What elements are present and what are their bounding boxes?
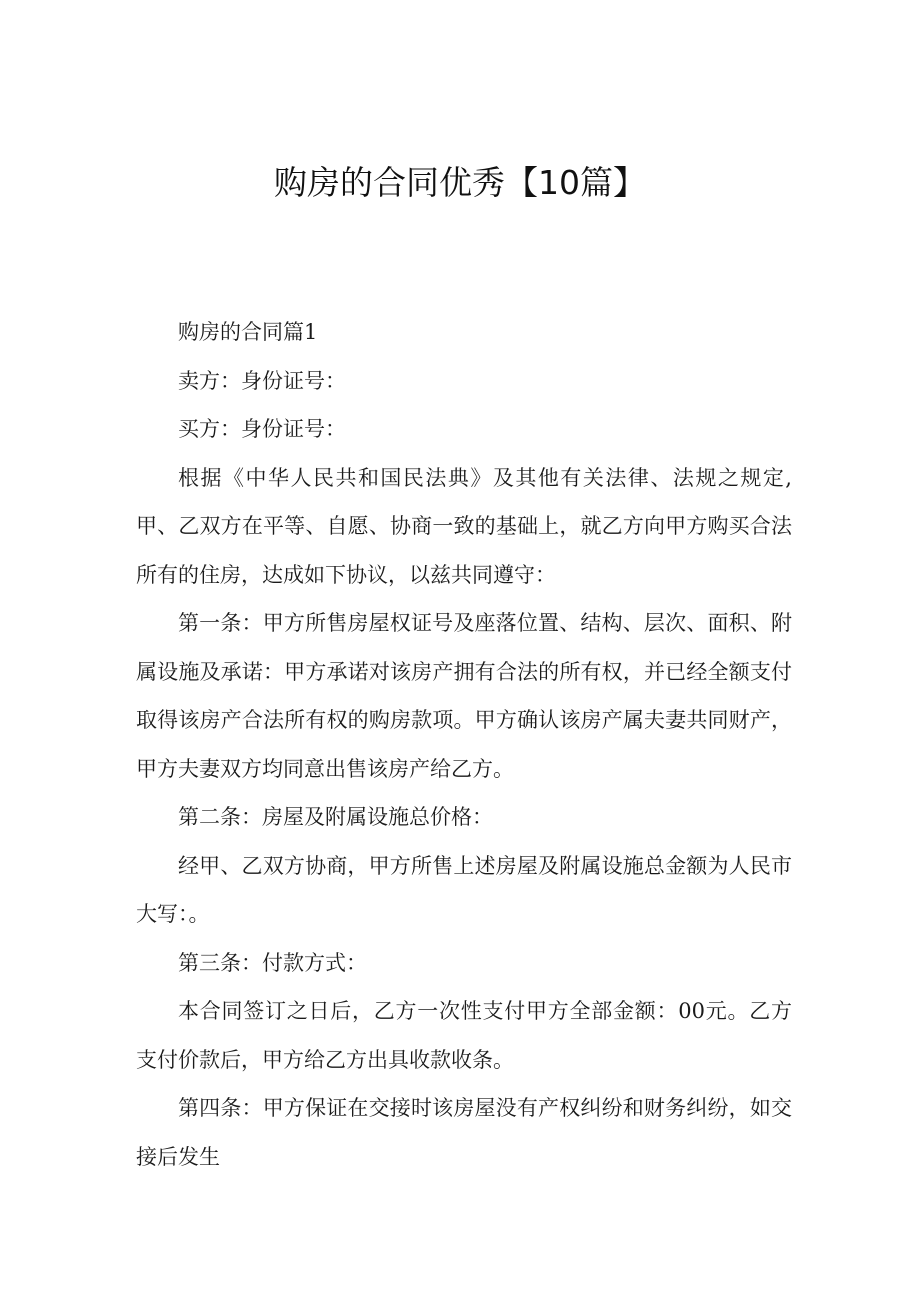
article-3-heading: 第三条：付款方式： [178, 950, 367, 975]
preamble-paragraph: 根据《中华人民共和国民法典》及其他有关法律、法规之规定,甲、乙双方在平等、自愿、协商一致的基础上，就乙方向甲方购买合法所有的住房，达成如下协议，以兹共同遵守： [136, 465, 792, 587]
article-3-paragraph: 本合同签订之日后，乙方一次性支付甲方全部金额：00元。乙方支付价款后，甲方给乙方出具收款收条。 [136, 999, 792, 1072]
seller-line: 卖方：身份证号： [178, 368, 346, 393]
article-2-paragraph: 经甲、乙双方协商，甲方所售上述房屋及附属设施总金额为人民市大写：。 [136, 853, 792, 926]
article-2-heading: 第二条：房屋及附属设施总价格： [178, 805, 493, 829]
section-heading: 购房的合同篇1 [178, 320, 318, 344]
buyer-line: 买方：身份证号： [178, 417, 346, 441]
document-body [136, 308, 792, 1181]
document-title: 购房的合同优秀【10篇】 [274, 163, 646, 202]
article-1-paragraph: 第一条：甲方所售房屋权证号及座落位置、结构、层次、面积、附属设施及承诺：甲方承诺对该房产拥有合法的所有权，并已经全额支付取得该房产合法所有权的购房款项。甲方确认该房产属夫妻共同财产，甲方夫妻双方均同意出售该房产给乙方。 [136, 611, 792, 781]
article-4-paragraph: 第四条：甲方保证在交接时该房屋没有产权纠纷和财务纠纷，如交接后发生 [136, 1096, 792, 1169]
